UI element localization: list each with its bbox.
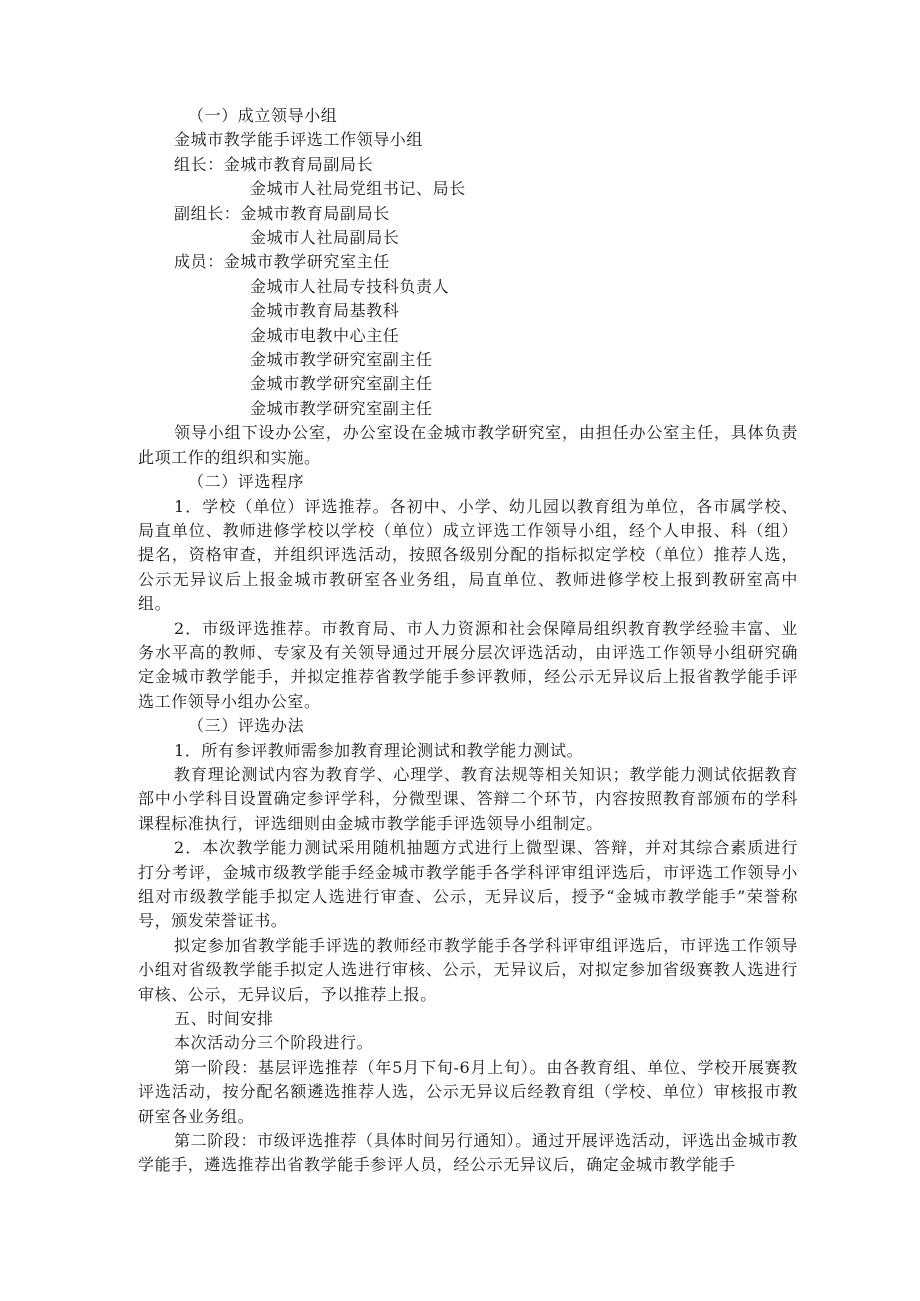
section-heading-method: （三）评选办法 bbox=[188, 716, 305, 736]
group-name: 金城市教学能手评选工作领导小组 bbox=[174, 130, 424, 150]
member-line: 成员：金城市教学研究室主任 bbox=[174, 252, 390, 272]
schedule-stage-2: 第二阶段：市级评选推荐（具体时间另行通知）。通过开展评选活动，评选出金城市教学能手，遴选推荐出省教学能手参评人员，经公示无异议后，确定金城市教学能手 bbox=[138, 1131, 798, 1175]
section-heading-leadership: （一）成立领导小组 bbox=[188, 106, 338, 125]
member-item: 金城市教学研究室副主任 bbox=[250, 398, 433, 418]
method-item-2: 2．本次教学能力测试采用随机抽题方式进行上微型课、答辩，并对其综合素质进行打分考评，金城市级教学能手经金城市教学能手各学科评审组评选后，市评选工作领导小组对市级教学能手拟定人选进行审查、公示，无异议后，授予“金城市教学能手”荣誉称号，颁发荣誉证书。 bbox=[138, 838, 798, 931]
method-paragraph-2: 拟定参加省教学能手评选的教师经市教学能手各学科评审组评选后，市评选工作领导小组对省级教学能手拟定人选进行审核、公示，无异议后，对拟定参加省级赛教人选进行审核、公示，无异议后，予以推荐上报。 bbox=[138, 935, 798, 1004]
schedule-stage-1: 第一阶段：基层评选推荐（年5月下旬-6月上旬）。由各教育组、单位、学校开展赛教评选活动，按分配名额遴选推荐人选，公示无异议后经教育组（学校、单位）审核报市教研室各业务组。 bbox=[138, 1057, 798, 1126]
section-heading-procedure: （二）评选程序 bbox=[188, 472, 305, 492]
office-note: 领导小组下设办公室，办公室设在金城市教学研究室，由担任办公室主任，具体负责此项工作的组织和实施。 bbox=[138, 423, 798, 467]
member-item: 金城市电教中心主任 bbox=[250, 325, 400, 345]
method-item-1: 1．所有参评教师需参加教育理论测试和教学能力测试。 bbox=[174, 740, 584, 760]
member-item: 金城市教育局基教科 bbox=[250, 301, 400, 321]
procedure-item-2: 2．市级评选推荐。市教育局、市人力资源和社会保障局组织教育教学经验丰富、业务水平高的教师、专家及有关领导通过开展分层次评选活动，由评选工作领导小组研究确定金城市教学能手，并拟定推荐省教学能手参评教师，经公示无异议后上报省教学能手评选工作领导小组办公室。 bbox=[138, 618, 798, 711]
schedule-intro: 本次活动分三个阶段进行。 bbox=[174, 1033, 374, 1053]
member-item: 金城市人社局专技科负责人 bbox=[250, 276, 450, 296]
leader-line: 组长：金城市教育局副局长 bbox=[174, 154, 374, 174]
deputy-line: 副组长：金城市教育局副局长 bbox=[174, 203, 390, 223]
member-item: 金城市教学研究室副主任 bbox=[250, 350, 433, 370]
deputy-second: 金城市人社局副局长 bbox=[250, 228, 400, 248]
section-heading-schedule: 五、时间安排 bbox=[174, 1009, 274, 1029]
document-page bbox=[138, 104, 798, 1178]
member-item: 金城市教学研究室副主任 bbox=[250, 374, 433, 394]
leader-second: 金城市人社局党组书记、局长 bbox=[250, 179, 466, 199]
procedure-item-1: 1．学校（单位）评选推荐。各初中、小学、幼儿园以教育组为单位，各市属学校、局直单位、教师进修学校以学校（单位）成立评选工作领导小组，经个人申报、科（组）提名，资格审查，并组织评选活动，按照各级别分配的指标拟定学校（单位）推荐人选，公示无异议后上报金城市教研室各业务组，局直单位、教师进修学校上报到教研室高中组。 bbox=[138, 496, 798, 614]
method-paragraph-1: 教育理论测试内容为教育学、心理学、教育法规等相关知识；教学能力测试依据教育部中小学科目设置确定参评学科，分微型课、答辩二个环节，内容按照教育部颁布的学科课程标准执行，评选细则由金城市教学能手评选领导小组制定。 bbox=[138, 764, 798, 833]
